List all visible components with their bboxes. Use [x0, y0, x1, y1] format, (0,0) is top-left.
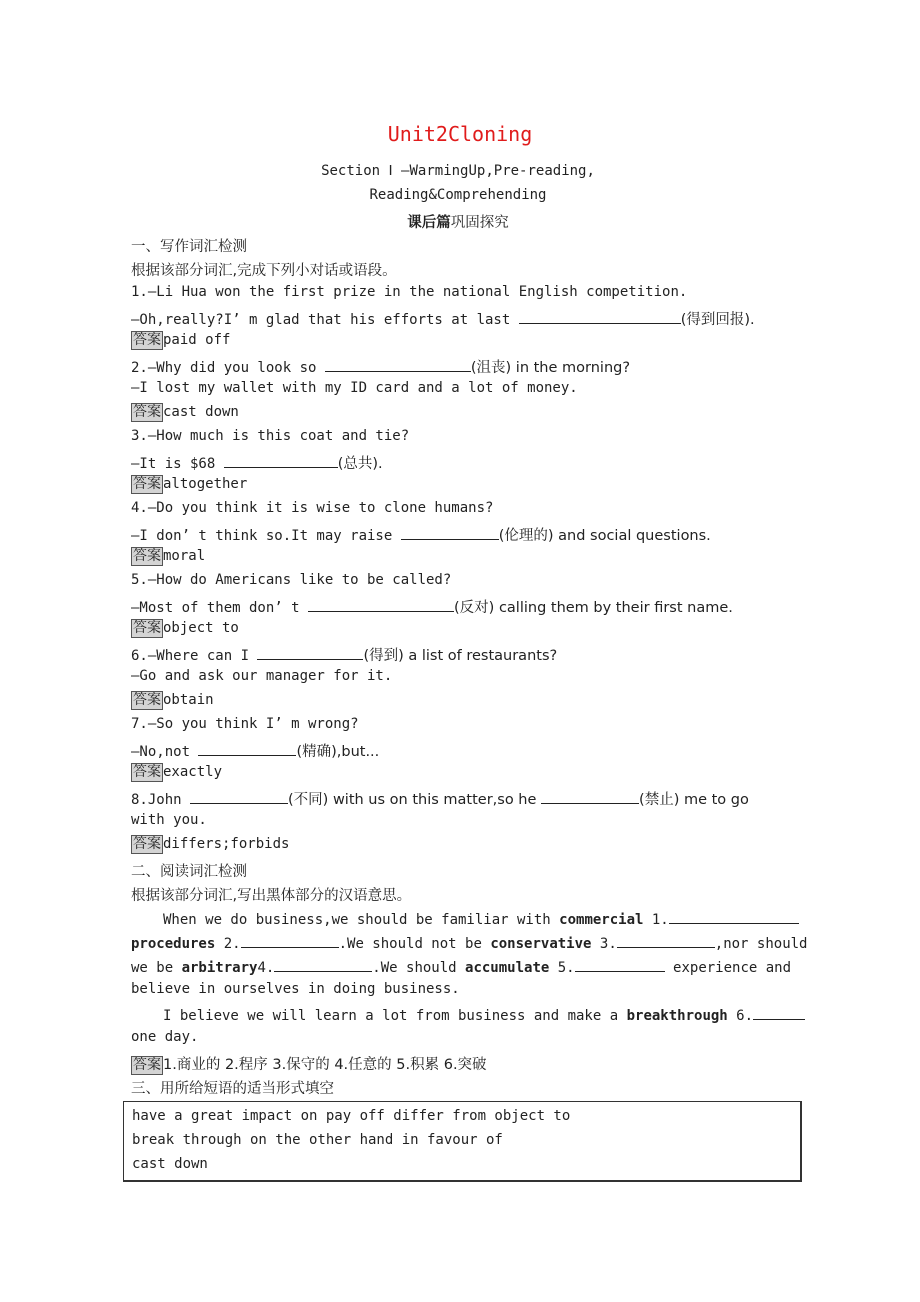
- part2-heading: 二、阅读词汇检测: [131, 864, 247, 880]
- part1-heading: 一、写作词汇检测: [131, 239, 247, 255]
- answer-blank[interactable]: [190, 789, 288, 804]
- q1-line2: —Oh,really?I’ m glad that his efforts at last (得到回报).: [131, 308, 801, 329]
- part2-instruction: 根据该部分词汇,写出黑体部分的汉语意思。: [131, 888, 412, 904]
- phrase-line: cast down: [132, 1156, 208, 1172]
- answer-blank[interactable]: [274, 957, 372, 972]
- q6-line1: 6.—Where can I (得到) a list of restaurants?: [131, 644, 801, 665]
- p2-line1: I believe we will learn a lot from business and make a breakthrough 6.: [163, 1005, 833, 1024]
- p2-line2: one day.: [131, 1029, 199, 1045]
- q1-line1: 1.—Li Hua won the first prize in the national English competition.: [131, 284, 688, 300]
- p1-line2: procedures 2. .We should not be conservative 3. ,nor should: [131, 933, 801, 952]
- q3-line1: 3.—How much is this coat and tie?: [131, 428, 410, 444]
- answer-blank[interactable]: [669, 909, 799, 924]
- answer-blank[interactable]: [753, 1005, 805, 1020]
- keyword: commercial: [559, 912, 644, 928]
- answer-blank[interactable]: [325, 357, 471, 372]
- phrase-box: [123, 1101, 802, 1182]
- q2-line1: 2.—Why did you look so (沮丧) in the morning?: [131, 356, 801, 377]
- answer-blank[interactable]: [198, 741, 296, 756]
- keyword: accumulate: [465, 960, 550, 976]
- subtitle-bold: 课后篇: [407, 215, 451, 231]
- answer-blank[interactable]: [308, 597, 454, 612]
- q5-answer: 答案 object to: [133, 620, 239, 636]
- answer-blank[interactable]: [241, 933, 339, 948]
- q7-answer: 答案 exactly: [133, 764, 223, 780]
- answer-tag: 答案: [133, 836, 161, 852]
- q3-line2: —It is $68 (总共).: [131, 452, 801, 473]
- q4-answer: 答案 moral: [133, 548, 206, 564]
- phrase-line: have a great impact on pay off differ from object to: [132, 1108, 571, 1124]
- answer-blank[interactable]: [617, 933, 715, 948]
- part1-instruction: 根据该部分词汇,完成下列小对话或语段。: [131, 263, 397, 279]
- answer-blank[interactable]: [541, 789, 639, 804]
- q7-line1: 7.—So you think I’ m wrong?: [131, 716, 359, 732]
- keyword: breakthrough: [626, 1008, 728, 1024]
- answer-tag: 答案: [133, 764, 161, 780]
- p1-line1: When we do business,we should be familiar with commercial 1.: [163, 909, 833, 928]
- keyword: arbitrary: [181, 960, 258, 976]
- q2-answer: 答案 cast down: [133, 404, 239, 420]
- answer-blank[interactable]: [575, 957, 665, 972]
- q7-line2: —No,not (精确),but...: [131, 740, 801, 761]
- answer-tag: 答案: [133, 692, 161, 708]
- part3-heading: 三、用所给短语的适当形式填空: [131, 1081, 334, 1097]
- section-subtitle: Section Ⅰ —WarmingUp,Pre-reading,: [321, 163, 595, 179]
- answer-tag: 答案: [133, 620, 161, 636]
- answer-blank[interactable]: [519, 309, 681, 324]
- q2-line2: —I lost my wallet with my ID card and a lot of money.: [131, 380, 578, 396]
- p1-line4: believe in ourselves in doing business.: [131, 981, 460, 997]
- q8-answer: 答案 differs;forbids: [133, 836, 290, 852]
- q8-line1: 8.John (不同) with us on this matter,so he (禁止) me to go: [131, 788, 801, 809]
- answer-tag: 答案: [133, 332, 161, 348]
- q5-line2: —Most of them don’ t (反对) calling them by their first name.: [131, 596, 801, 617]
- answer-tag: 答案: [133, 1057, 161, 1073]
- q5-line1: 5.—How do Americans like to be called?: [131, 572, 452, 588]
- answer-blank[interactable]: [257, 645, 363, 660]
- keyword: procedures: [131, 936, 216, 952]
- q6-answer: 答案 obtain: [133, 692, 214, 708]
- section-subtitle-2: Reading&Comprehending: [369, 187, 547, 203]
- q1-answer: 答案 paid off: [133, 332, 231, 348]
- subtitle-rest: 巩固探究: [450, 215, 509, 231]
- keyword: conservative: [490, 936, 592, 952]
- q6-line2: —Go and ask our manager for it.: [131, 668, 393, 684]
- page-title: Unit2Cloning: [387, 122, 533, 146]
- answer-tag: 答案: [133, 548, 161, 564]
- q8-line2: with you.: [131, 812, 207, 828]
- answer-blank[interactable]: [224, 453, 338, 468]
- q4-line2: —I don’ t think so.It may raise (伦理的) and social questions.: [131, 524, 801, 545]
- phrase-line: break through on the other hand in favour of: [132, 1132, 503, 1148]
- p1-line3: we be arbitrary4. .We should accumulate 5. experience and: [131, 957, 801, 976]
- answer-tag: 答案: [133, 404, 161, 420]
- section-subtitle-3: [0, 211, 916, 232]
- q3-answer: 答案 altogether: [133, 476, 248, 492]
- answer-tag: 答案: [133, 476, 161, 492]
- q4-line1: 4.—Do you think it is wise to clone humans?: [131, 500, 494, 516]
- part2-answer: 答案 1.商业的 2.程序 3.保守的 4.任意的 5.积累 6.突破: [133, 1057, 487, 1073]
- answer-blank[interactable]: [401, 525, 499, 540]
